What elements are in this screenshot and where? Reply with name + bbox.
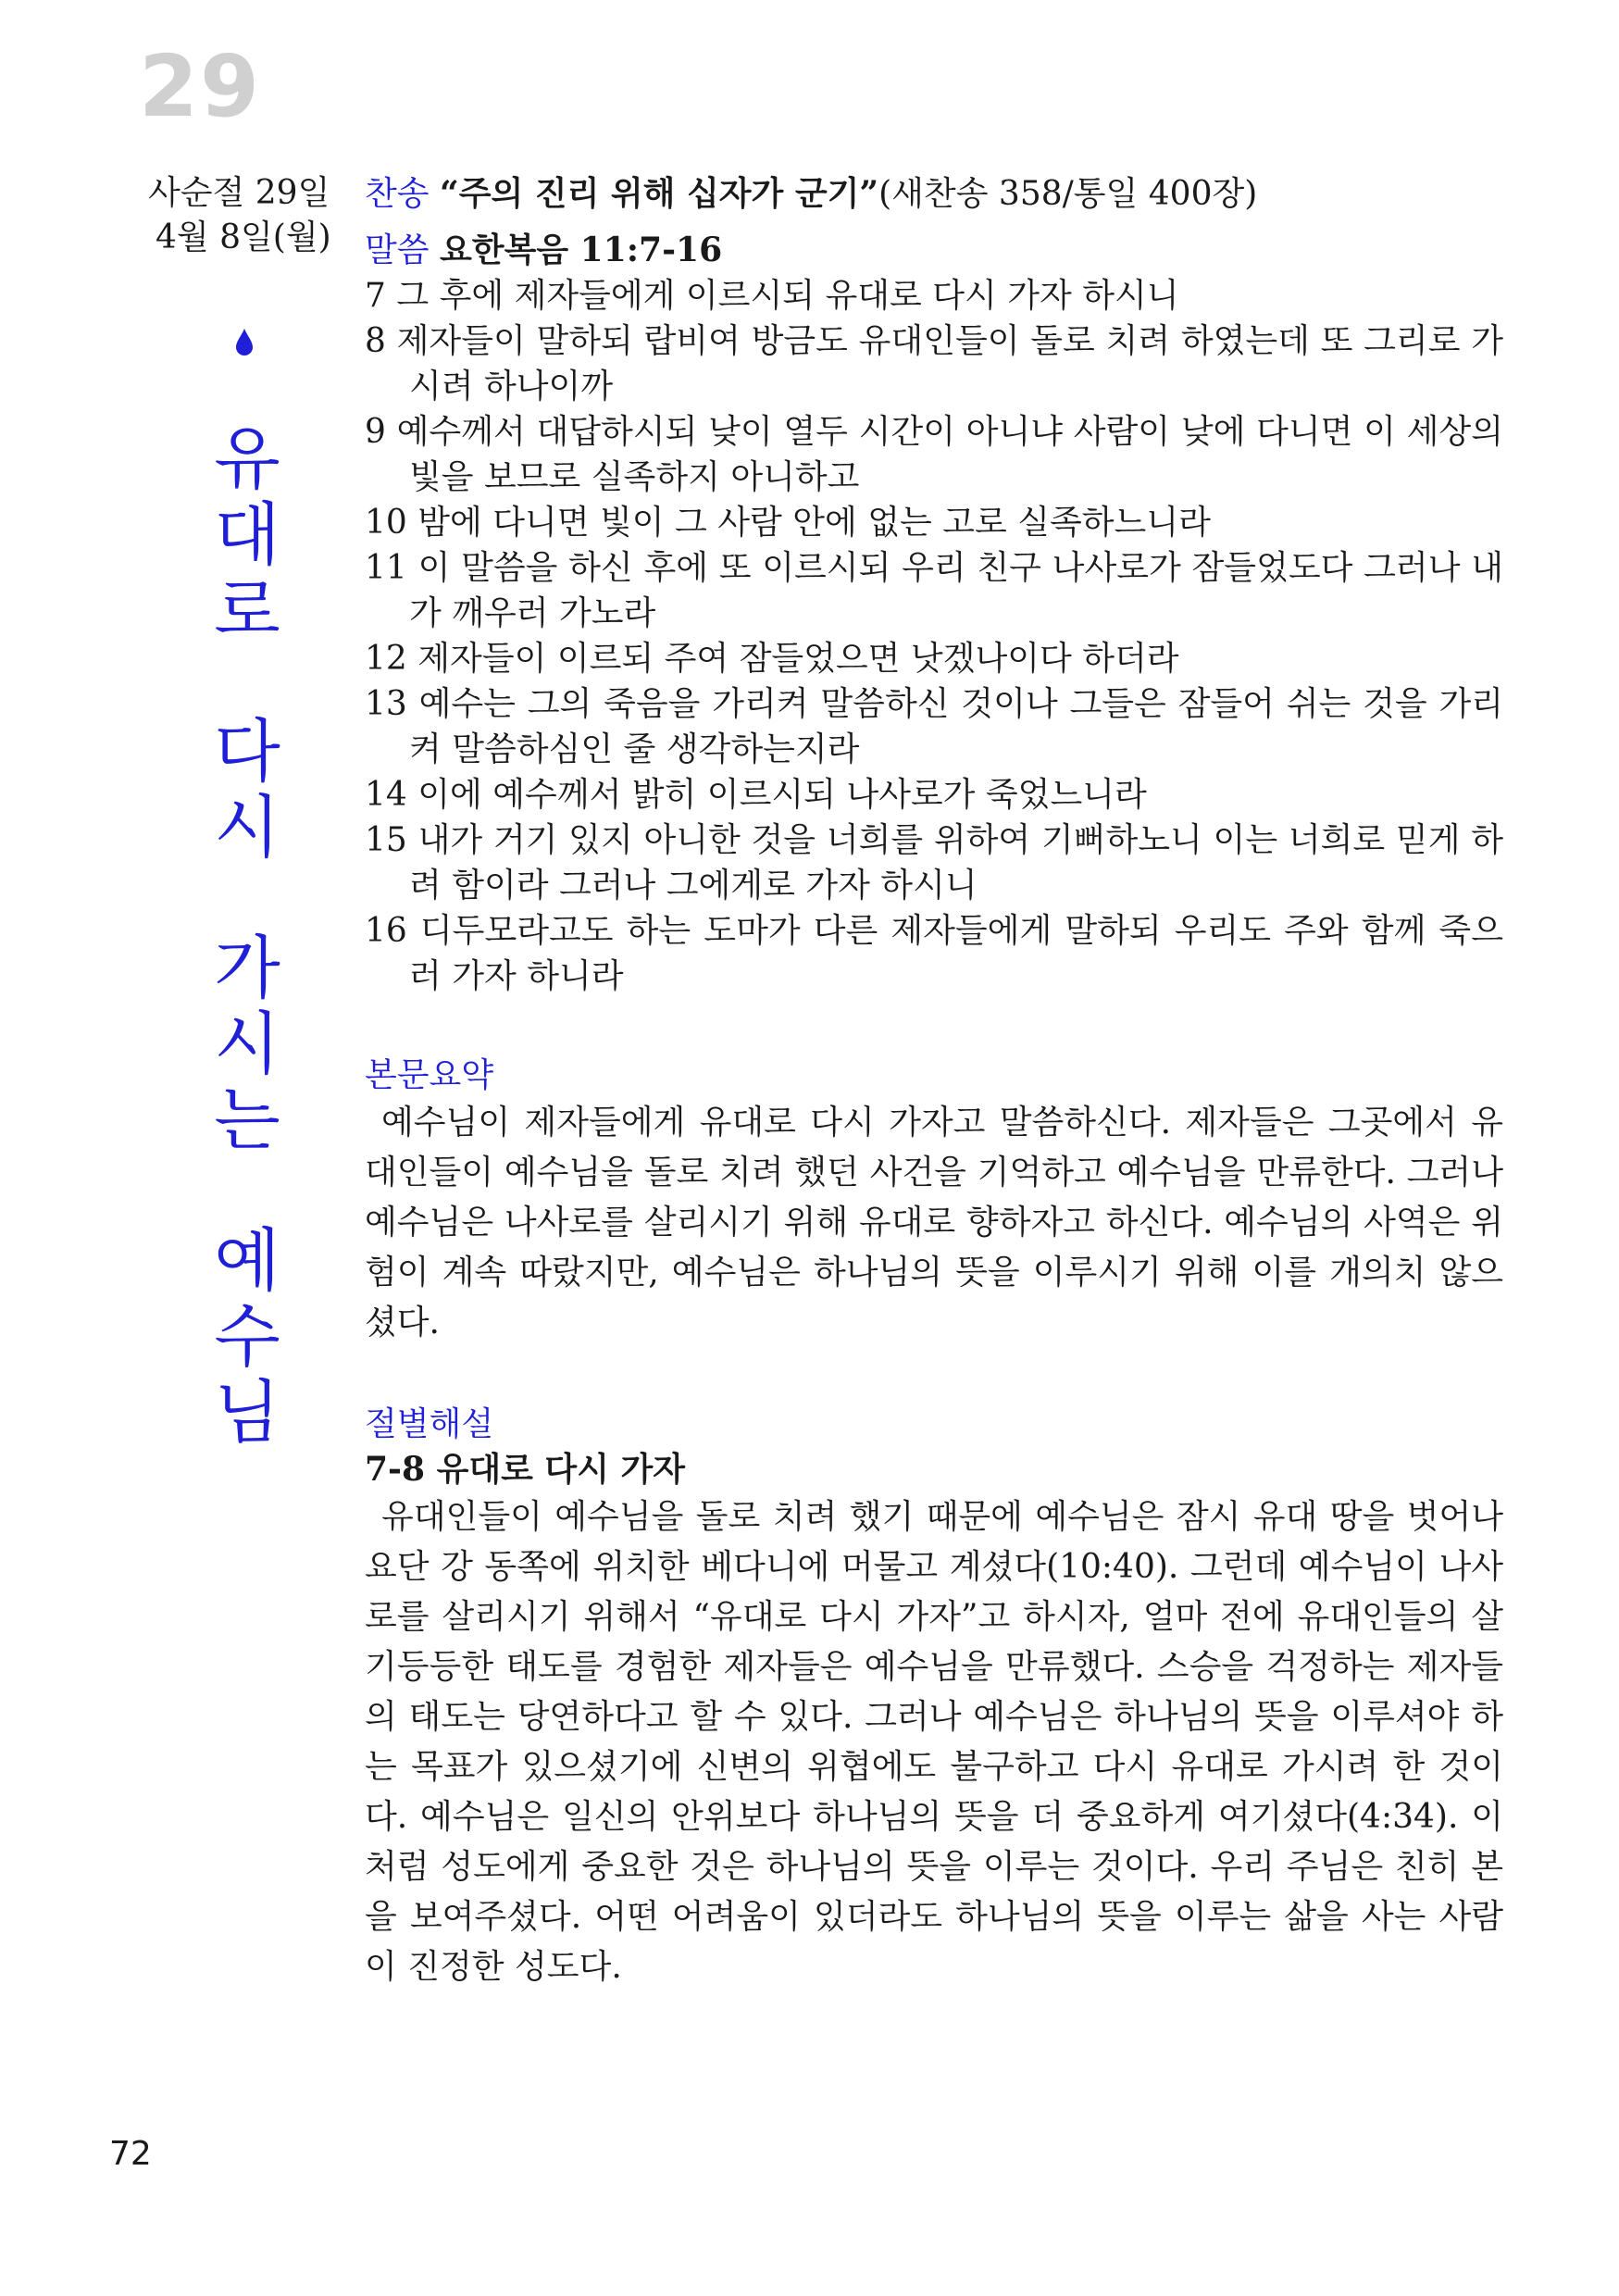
title-char: 예 — [214, 1221, 280, 1301]
title-char: 수 — [214, 1297, 280, 1377]
title-char: 시 — [214, 788, 280, 867]
hymn-label: 찬송 — [365, 175, 430, 213]
verse-text: 밤에 다니면 빛이 그 사람 안에 없는 고로 실족하느니라 — [417, 504, 1211, 542]
date-season: 사순절 29일 — [148, 174, 330, 212]
side-date — [148, 171, 331, 260]
verse — [365, 636, 1503, 681]
page-number: 72 — [109, 2135, 152, 2173]
verse-number: 16 — [365, 912, 407, 950]
verse-number: 11 — [365, 549, 407, 587]
title-char: 로 — [214, 571, 280, 651]
verse — [365, 318, 1503, 409]
verse — [365, 908, 1503, 999]
drop-icon — [234, 328, 255, 356]
scripture-heading — [365, 228, 1503, 273]
verse-text: 제자들이 말하되 랍비여 방금도 유대인들이 돌로 치려 하였는데 또 그리로 가시려 하나이까 — [396, 322, 1503, 406]
commentary-heading: 절별해설 — [365, 1405, 494, 1443]
main-content — [365, 171, 1503, 1992]
title-char: 대 — [214, 495, 280, 575]
title-char: 는 — [214, 1080, 280, 1160]
verse — [365, 772, 1503, 817]
verse — [365, 500, 1503, 545]
verse-number: 9 — [365, 413, 386, 451]
title-gap — [205, 1158, 289, 1223]
hymn-title: “주의 진리 위해 십자가 군기” — [440, 174, 879, 213]
verse-number: 10 — [365, 504, 407, 542]
vertical-title — [205, 421, 289, 1451]
verse-number: 14 — [365, 776, 407, 814]
verse-number: 7 — [365, 277, 386, 315]
verse-text: 이 말씀을 하신 후에 또 이르시되 우리 친구 나사로가 잠들었도다 그러나 내가 깨우러 가노라 — [409, 549, 1503, 632]
date-calendar: 4월 8일(월) — [156, 218, 331, 256]
hymn-line — [365, 171, 1503, 217]
verse-text: 예수께서 대답하시되 낮이 열두 시간이 아니냐 사람이 낮에 다니면 이 세상의 빛을 보므로 실족하지 아니하고 — [396, 413, 1503, 496]
title-char: 다 — [214, 712, 280, 792]
verse-text: 예수는 그의 죽음을 가리켜 말씀하신 것이나 그들은 잠들어 쉬는 것을 가리켜 말씀하심인 줄 생각하는지라 — [409, 685, 1503, 768]
verse-number: 13 — [365, 685, 407, 723]
title-char: 님 — [214, 1373, 280, 1453]
title-gap — [205, 649, 289, 714]
verse — [365, 545, 1503, 636]
verse — [365, 681, 1503, 772]
verse-number: 15 — [365, 821, 407, 859]
commentary-text: 유대인들이 예수님을 돌로 치려 했기 때문에 예수님은 잠시 유대 땅을 벗어나 요단 강 동쪽에 위치한 베다니에 머물고 계셨다(10:40). 그런데 예수님이 나사로를 살리시기 위해서 “유대로 다시 가자”고 하시자, 얼마 전에 유대인들의 살기등등한 태도를 경험한 제자들은 예수님을 만류했다. 스승을 걱정하는 제자들의 태도는 당연하다고 할 수 있다. 그러나 예수님은 하나님의 뜻을 이루셔야 하는 목표가 있으셨기에 신변의 위협에도 불구하고 다시 유대로 가시려 한 것이다. 예수님은 일신의 안위보다 하나님의 뜻을 더 중요하게 여기셨다(4:34). 이처럼 성도에게 중요한 것은 하나님의 뜻을 이루는 것이다. 우리 주님은 친히 본을 보여주셨다. 어떤 어려움이 있더라도 하나님의 뜻을 이루는 삶을 사는 사람이 진정한 성도다. — [365, 1498, 1503, 1986]
hymn-reference: (새찬송 358/통일 400장) — [878, 175, 1258, 213]
verse-text: 내가 거기 있지 아니한 것을 너희를 위하여 기뻐하노니 이는 너희로 믿게 하려 함이라 그러나 그에게로 가자 하시니 — [409, 821, 1503, 905]
scripture-reference: 요한복음 11:7-16 — [440, 231, 723, 269]
verse — [365, 409, 1503, 500]
title-char: 가 — [214, 929, 280, 1008]
verse-text: 그 후에 제자들에게 이르시되 유대로 다시 가자 하시니 — [396, 277, 1179, 315]
verse — [365, 273, 1503, 318]
verse-text: 제자들이 이르되 주여 잠들었으면 낫겠나이다 하더라 — [417, 640, 1179, 678]
title-gap — [205, 866, 289, 930]
summary-text: 예수님이 제자들에게 유대로 다시 가자고 말씀하신다. 제자들은 그곳에서 유대인들이 예수님을 돌로 치려 했던 사건을 기억하고 예수님을 만류한다. 그러나 예수님은 나사로를 살리시기 위해 유대로 향하자고 하신다. 예수님의 사역은 위험이 계속 따랐지만, 예수님은 하나님의 뜻을 이루시기 위해 이를 개의치 않으셨다. — [365, 1104, 1503, 1341]
verse-text: 디두모라고도 하는 도마가 다른 제자들에게 말하되 우리도 주와 함께 죽으러 가자 하니라 — [409, 912, 1503, 995]
scripture-label: 말씀 — [365, 231, 430, 269]
verse-list — [365, 273, 1503, 999]
verse — [365, 817, 1503, 908]
summary-heading: 본문요약 — [365, 1056, 494, 1094]
verse-number: 12 — [365, 640, 407, 678]
commentary-subheading: 7-8 유대로 다시 가자 — [365, 1450, 686, 1489]
verse-text: 이에 예수께서 밝히 이르시되 나사로가 죽었느니라 — [417, 776, 1147, 814]
title-char: 시 — [214, 1004, 280, 1084]
verse-number: 8 — [365, 322, 386, 360]
title-char: 유 — [214, 419, 280, 499]
day-number: 29 — [139, 37, 262, 136]
